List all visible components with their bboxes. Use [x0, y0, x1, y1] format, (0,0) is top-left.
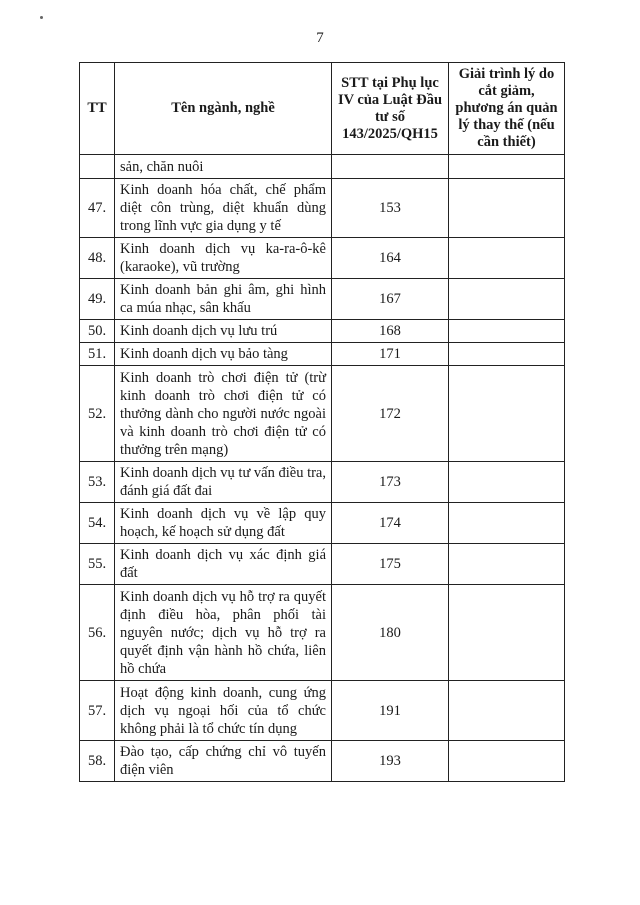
row-annex-number: 191 — [332, 681, 449, 741]
row-annex-number: 193 — [332, 741, 449, 782]
table-row — [80, 238, 565, 279]
row-explanation — [449, 279, 565, 320]
row-annex-number: 175 — [332, 544, 449, 585]
row-explanation — [449, 320, 565, 343]
header-stt: STT tại Phụ lục IV của Luật Đầu tư số 143/2025/QH15 — [332, 63, 449, 155]
row-explanation — [449, 366, 565, 462]
industry-table — [79, 62, 565, 782]
table-row — [80, 155, 565, 179]
row-annex-number: 180 — [332, 585, 449, 681]
row-explanation — [449, 503, 565, 544]
row-explanation — [449, 155, 565, 179]
row-number: 55. — [80, 544, 115, 585]
table-row — [80, 279, 565, 320]
page-number: 7 — [316, 30, 324, 46]
table-row — [80, 366, 565, 462]
row-explanation — [449, 343, 565, 366]
row-number: 54. — [80, 503, 115, 544]
row-number — [80, 155, 115, 179]
row-industry-name: Kinh doanh hóa chất, chế phẩm diệt côn trùng, diệt khuẩn dùng trong lĩnh vực gia dụng y tế — [115, 179, 332, 238]
table-row — [80, 503, 565, 544]
row-number: 47. — [80, 179, 115, 238]
row-explanation — [449, 544, 565, 585]
header-name: Tên ngành, nghề — [115, 63, 332, 155]
table-row — [80, 179, 565, 238]
row-annex-number: 172 — [332, 366, 449, 462]
table-row — [80, 585, 565, 681]
row-industry-name: sản, chăn nuôi — [115, 155, 332, 179]
header-tt: TT — [80, 63, 115, 155]
table-header-row — [80, 63, 565, 155]
row-annex-number: 168 — [332, 320, 449, 343]
row-annex-number: 173 — [332, 462, 449, 503]
row-industry-name: Kinh doanh dịch vụ về lập quy hoạch, kế hoạch sử dụng đất — [115, 503, 332, 544]
row-number: 58. — [80, 741, 115, 782]
row-explanation — [449, 179, 565, 238]
row-industry-name: Kinh doanh dịch vụ lưu trú — [115, 320, 332, 343]
row-annex-number: 153 — [332, 179, 449, 238]
row-number: 51. — [80, 343, 115, 366]
row-annex-number: 171 — [332, 343, 449, 366]
row-annex-number: 164 — [332, 238, 449, 279]
row-industry-name: Kinh doanh dịch vụ hỗ trợ ra quyết định điều hòa, phân phối tài nguyên nước; dịch vụ hỗ trợ ra quyết định vận hành hồ chứa, liên hồ chứa — [115, 585, 332, 681]
scan-speck — [40, 16, 43, 19]
table-row — [80, 343, 565, 366]
row-industry-name: Đào tạo, cấp chứng chỉ vô tuyến điện viên — [115, 741, 332, 782]
row-explanation — [449, 585, 565, 681]
row-industry-name: Kinh doanh dịch vụ xác định giá đất — [115, 544, 332, 585]
row-number: 50. — [80, 320, 115, 343]
row-explanation — [449, 741, 565, 782]
row-annex-number: 167 — [332, 279, 449, 320]
row-number: 52. — [80, 366, 115, 462]
row-industry-name: Hoạt động kinh doanh, cung ứng dịch vụ ngoại hối của tổ chức không phải là tổ chức tín dụng — [115, 681, 332, 741]
row-explanation — [449, 462, 565, 503]
row-explanation — [449, 681, 565, 741]
row-industry-name: Kinh doanh dịch vụ bảo tàng — [115, 343, 332, 366]
table-row — [80, 681, 565, 741]
table-row — [80, 462, 565, 503]
header-note: Giải trình lý do cắt giảm, phương án quản lý thay thế (nếu cần thiết) — [449, 63, 565, 155]
row-number: 57. — [80, 681, 115, 741]
row-explanation — [449, 238, 565, 279]
row-industry-name: Kinh doanh dịch vụ ka-ra-ô-kê (karaoke), vũ trường — [115, 238, 332, 279]
row-number: 56. — [80, 585, 115, 681]
row-number: 48. — [80, 238, 115, 279]
row-annex-number — [332, 155, 449, 179]
row-number: 49. — [80, 279, 115, 320]
row-industry-name: Kinh doanh dịch vụ tư vấn điều tra, đánh giá đất đai — [115, 462, 332, 503]
row-annex-number: 174 — [332, 503, 449, 544]
row-industry-name: Kinh doanh trò chơi điện tử (trừ kinh doanh trò chơi điện tử có thưởng dành cho người nước ngoài và kinh doanh trò chơi điện tử có thưởng trên mạng) — [115, 366, 332, 462]
table-row — [80, 741, 565, 782]
table-row — [80, 544, 565, 585]
row-number: 53. — [80, 462, 115, 503]
row-industry-name: Kinh doanh bản ghi âm, ghi hình ca múa nhạc, sân khấu — [115, 279, 332, 320]
table-row — [80, 320, 565, 343]
